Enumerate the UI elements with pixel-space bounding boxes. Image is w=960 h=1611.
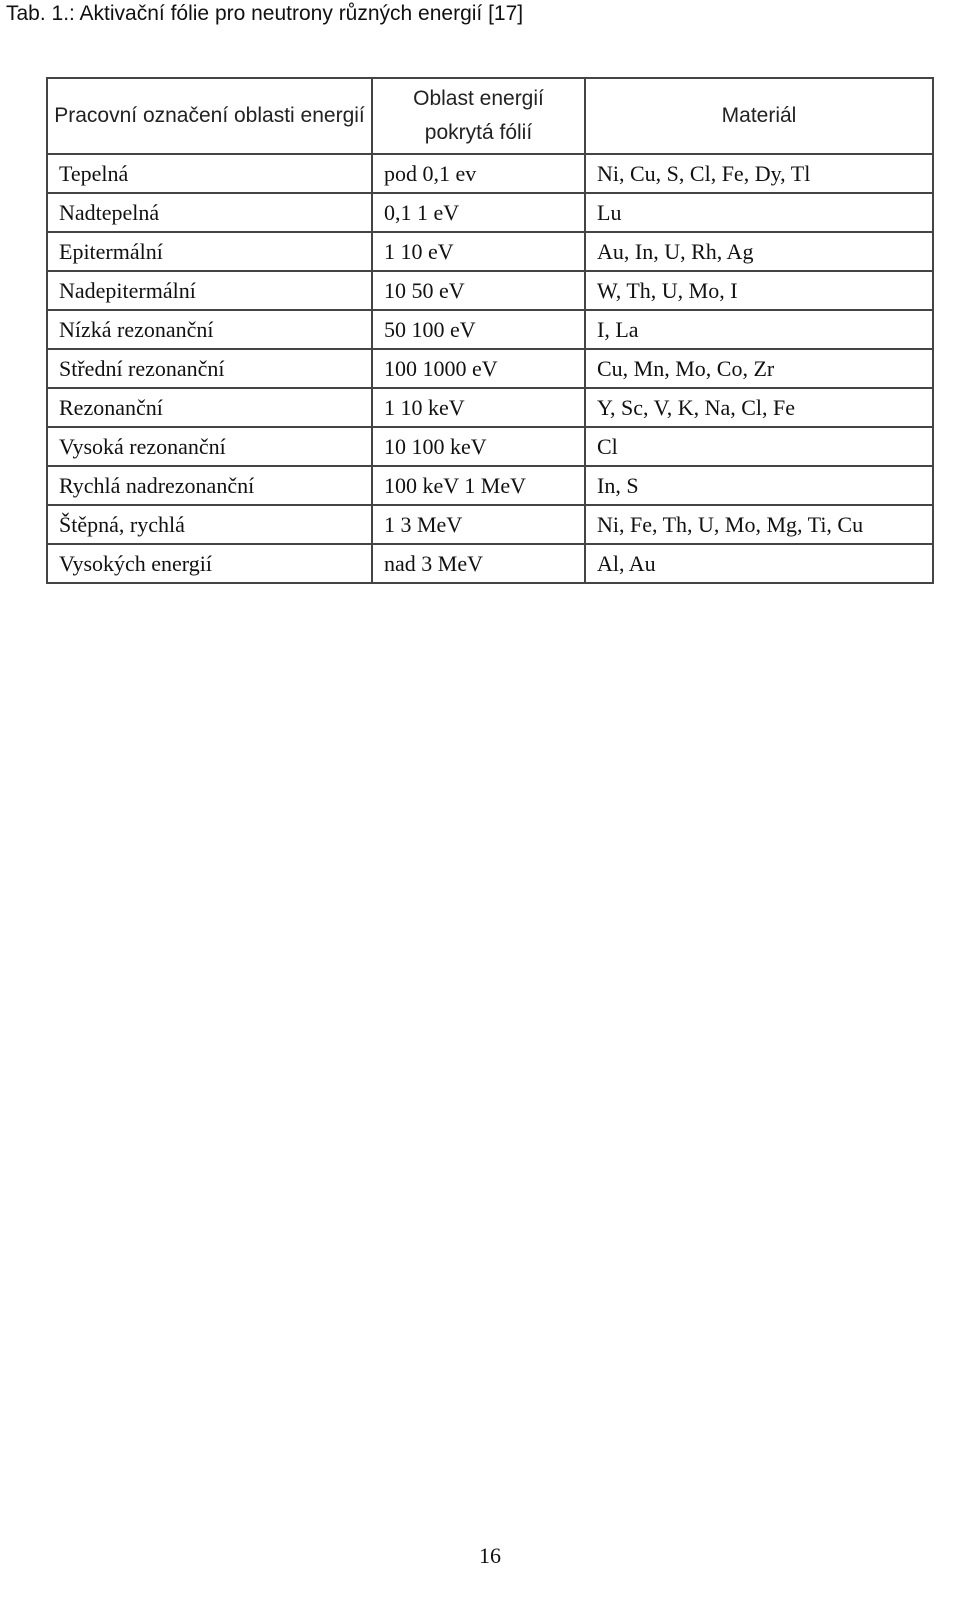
table-row bbox=[47, 544, 933, 583]
cell-material: Lu bbox=[585, 193, 933, 232]
cell-material: Y, Sc, V, K, Na, Cl, Fe bbox=[585, 388, 933, 427]
cell-energy: 10 50 eV bbox=[372, 271, 585, 310]
table-row bbox=[47, 310, 933, 349]
activation-foils-table bbox=[46, 77, 934, 584]
cell-region: Rychlá nadrezonanční bbox=[47, 466, 372, 505]
cell-energy: 10 100 keV bbox=[372, 427, 585, 466]
cell-material: Au, In, U, Rh, Ag bbox=[585, 232, 933, 271]
table-row bbox=[47, 154, 933, 193]
cell-material: Cl bbox=[585, 427, 933, 466]
table-row bbox=[47, 232, 933, 271]
cell-region: Střední rezonanční bbox=[47, 349, 372, 388]
cell-material: I, La bbox=[585, 310, 933, 349]
cell-energy: 1 10 eV bbox=[372, 232, 585, 271]
header-material: Materiál bbox=[585, 78, 933, 154]
cell-region: Epitermální bbox=[47, 232, 372, 271]
cell-energy: 1 3 MeV bbox=[372, 505, 585, 544]
cell-material: Ni, Cu, S, Cl, Fe, Dy, Tl bbox=[585, 154, 933, 193]
cell-material: Ni, Fe, Th, U, Mo, Mg, Ti, Cu bbox=[585, 505, 933, 544]
table-row bbox=[47, 505, 933, 544]
cell-region: Vysokých energií bbox=[47, 544, 372, 583]
cell-energy: 1 10 keV bbox=[372, 388, 585, 427]
cell-material: W, Th, U, Mo, I bbox=[585, 271, 933, 310]
cell-region: Štěpná, rychlá bbox=[47, 505, 372, 544]
table-row bbox=[47, 349, 933, 388]
cell-region: Nadepitermální bbox=[47, 271, 372, 310]
header-energy-region-name: Pracovní označení oblasti energií bbox=[47, 78, 372, 154]
cell-energy: 50 100 eV bbox=[372, 310, 585, 349]
table-row bbox=[47, 427, 933, 466]
cell-region: Vysoká rezonanční bbox=[47, 427, 372, 466]
table-row bbox=[47, 193, 933, 232]
cell-energy: pod 0,1 ev bbox=[372, 154, 585, 193]
cell-energy: 100 1000 eV bbox=[372, 349, 585, 388]
cell-region: Rezonanční bbox=[47, 388, 372, 427]
table-row bbox=[47, 466, 933, 505]
table-row bbox=[47, 388, 933, 427]
cell-energy: nad 3 MeV bbox=[372, 544, 585, 583]
cell-region: Nadtepelná bbox=[47, 193, 372, 232]
table-caption: Tab. 1.: Aktivační fólie pro neutrony různých energií [17] bbox=[6, 2, 524, 25]
header-energy-range: Oblast energií pokrytá fólií bbox=[372, 78, 585, 154]
cell-energy: 100 keV 1 MeV bbox=[372, 466, 585, 505]
cell-material: In, S bbox=[585, 466, 933, 505]
table-header-row bbox=[47, 78, 933, 154]
cell-region: Tepelná bbox=[47, 154, 372, 193]
page-number: 16 bbox=[479, 1543, 501, 1568]
cell-material: Al, Au bbox=[585, 544, 933, 583]
cell-region: Nízká rezonanční bbox=[47, 310, 372, 349]
cell-energy: 0,1 1 eV bbox=[372, 193, 585, 232]
table-row bbox=[47, 271, 933, 310]
cell-material: Cu, Mn, Mo, Co, Zr bbox=[585, 349, 933, 388]
